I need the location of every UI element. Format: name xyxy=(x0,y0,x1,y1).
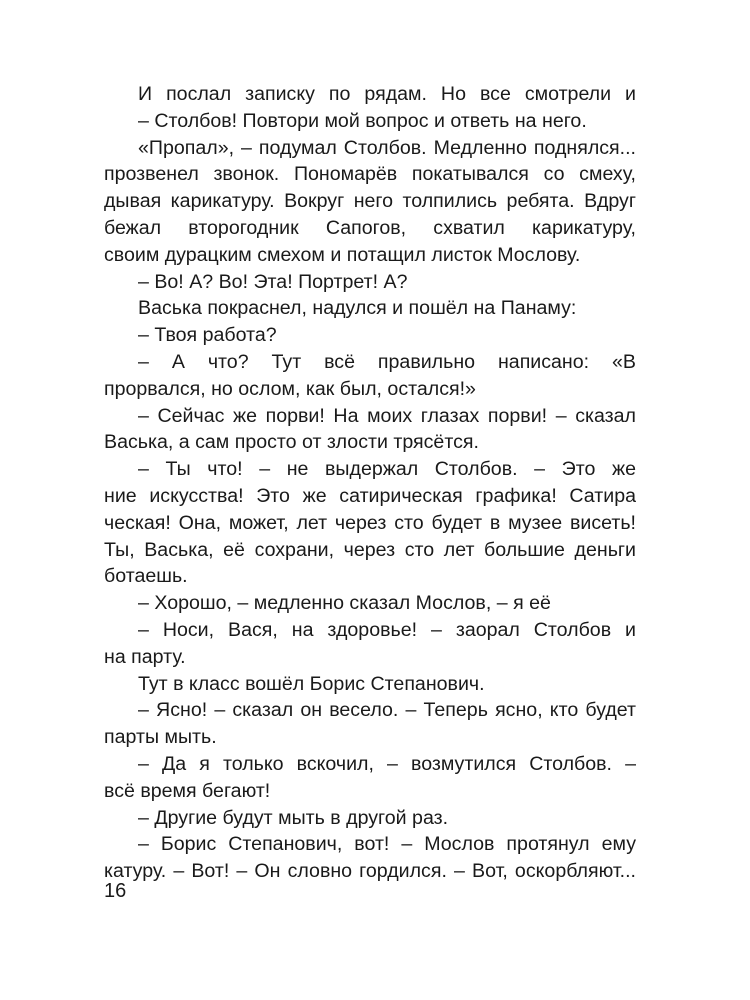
text-line: – Твоя работа? xyxy=(138,324,277,347)
text-line: И послал записку по рядам. Но все смотрели и xyxy=(138,83,636,105)
text-line: Тут в класс вошёл Борис Степанович. xyxy=(138,672,485,695)
text-line: – Да я только вскочил, – возмутился Столбов. – xyxy=(138,752,636,775)
text-line: Ты, Васька, её сохрани, через сто лет большие деньги xyxy=(104,538,636,561)
text-line: на парту. xyxy=(104,645,186,668)
text-line: прорвался, но ослом, как был, остался!» xyxy=(104,377,476,400)
text-line: дывая карикатуру. Вокруг него толпились ребята. Вдруг xyxy=(104,190,636,213)
text-line: ние искусства! Это же сатирическая графика! Сатира xyxy=(104,484,636,507)
text-line: ческая! Она, может, лет через сто будет в музее висеть! xyxy=(104,511,636,534)
text-line: – Столбов! Повтори мой вопрос и ответь на него. xyxy=(138,109,587,132)
text-line: ботаешь. xyxy=(104,565,188,588)
text-line: Васька, а сам просто от злости трясётся. xyxy=(104,431,479,454)
text-line: – Борис Степанович, вот! – Мослов протянул ему xyxy=(138,833,636,856)
page-number: 16 xyxy=(104,880,127,902)
text-line: – Ты что! – не выдержал Столбов. – Это же xyxy=(138,458,636,481)
text-line: – Носи, Вася, на здоровье! – заорал Столбов и xyxy=(138,618,636,641)
text-line: – Во! А? Во! Эта! Портрет! А? xyxy=(138,270,408,293)
text-line: – Другие будут мыть в другой раз. xyxy=(138,806,449,829)
text-line: – Хорошо, – медленно сказал Мослов, – я её xyxy=(138,592,551,615)
text-line: – А что? Тут всё правильно написано: «В xyxy=(138,350,636,373)
text-line: прозвенел звонок. Пономарёв покатывался со смеху, xyxy=(104,163,636,186)
text-line: бежал второгодник Сапогов, схватил карикатуру, xyxy=(104,216,636,239)
text-line: катуру. – Вот! – Он словно гордился. – Вот, оскорбляют... xyxy=(104,860,636,883)
text-line: всё время бегают! xyxy=(104,779,271,802)
text-line: – Сейчас же порви! На моих глазах порви! – сказал xyxy=(138,404,636,427)
text-line: – Ясно! – сказал он весело. – Теперь ясно, кто будет xyxy=(138,699,636,722)
text-line: своим дурацким смехом и потащил листок Мослову. xyxy=(104,243,581,266)
body-text xyxy=(104,81,636,885)
text-line: «Пропал», – подумал Столбов. Медленно поднялся... xyxy=(138,136,636,159)
text-line: Васька покраснел, надулся и пошёл на Панаму: xyxy=(138,297,577,320)
text-line: парты мыть. xyxy=(104,726,217,749)
